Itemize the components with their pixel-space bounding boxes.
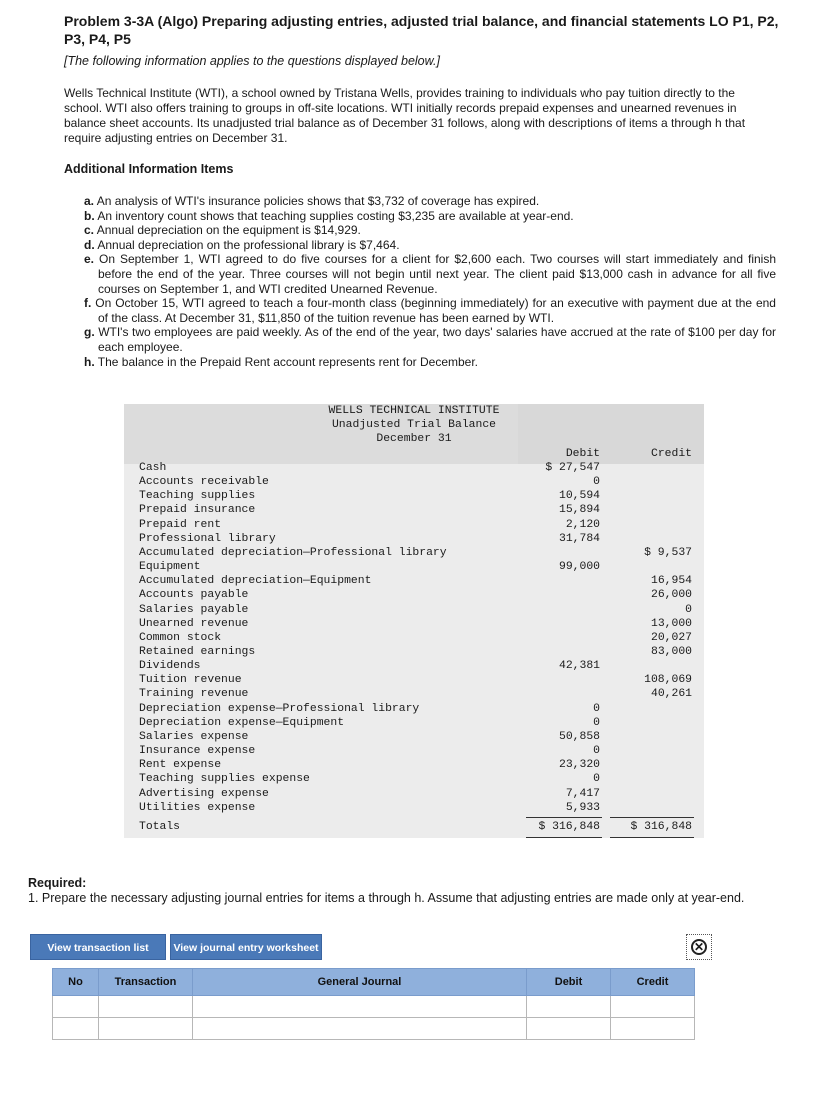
tb-account-name: Salaries expense bbox=[139, 730, 249, 743]
tb-total-debit: $ 316,848 bbox=[538, 821, 600, 833]
info-item-c: c. Annual depreciation on the equipment is $14,929. bbox=[84, 223, 361, 238]
tb-debit-value: 42,381 bbox=[558, 660, 600, 673]
journal-cell[interactable] bbox=[611, 1018, 695, 1040]
problem-title: Problem 3-3A (Algo) Preparing adjusting entries, adjusted trial balance, and financial statements LO P1, P2, P3, P4, P5 bbox=[64, 13, 779, 47]
tb-credit-value: 40,261 bbox=[650, 688, 692, 701]
tb-account-name: Accounts payable bbox=[139, 589, 249, 602]
tb-debit-value: 0 bbox=[593, 702, 600, 715]
col-transaction: Transaction bbox=[99, 969, 193, 996]
journal-cell[interactable] bbox=[193, 996, 527, 1018]
debit-total-rule bbox=[526, 837, 602, 838]
journal-cell[interactable] bbox=[99, 996, 193, 1018]
tb-debit-value: 23,320 bbox=[558, 759, 600, 772]
tb-account-name: Salaries payable bbox=[139, 603, 249, 616]
tb-credit-value: 0 bbox=[685, 603, 692, 616]
tb-debit-value: 0 bbox=[593, 745, 600, 757]
tb-account-name: Accumulated depreciation—Equipment bbox=[139, 575, 372, 588]
tb-debit-value: 15,894 bbox=[558, 504, 600, 517]
journal-row[interactable] bbox=[53, 996, 695, 1018]
journal-cell[interactable] bbox=[527, 996, 611, 1018]
info-item-f: f. On October 15, WTI agreed to teach a four-month class (beginning immediately) for an executive with payment due at the end of the class. At December 31, $11,850 of the tuition revenue has been earned by WTI. bbox=[84, 296, 776, 325]
journal-cell[interactable] bbox=[611, 996, 695, 1018]
tb-account-name: Common stock bbox=[139, 631, 222, 644]
tb-account-name: Accounts receivable bbox=[139, 476, 269, 489]
tb-account-name: Accumulated depreciation—Professional library bbox=[139, 546, 447, 559]
journal-cell[interactable] bbox=[53, 996, 99, 1018]
tb-account-name: Depreciation expense—Equipment bbox=[139, 716, 345, 729]
credit-subtotal-rule bbox=[610, 817, 694, 818]
tb-account-name: Retained earnings bbox=[139, 646, 256, 658]
tb-debit-value: 31,784 bbox=[558, 532, 600, 545]
tb-total-credit: $ 316,848 bbox=[630, 821, 692, 833]
tb-account-name: Teaching supplies expense bbox=[139, 773, 310, 786]
tb-account-name: Prepaid rent bbox=[139, 518, 222, 531]
info-item-g: g. WTI's two employees are paid weekly. As of the end of the year, two days' salaries have accrued at the rate of $100 per day for each employee. bbox=[84, 325, 776, 354]
tb-account-name: Professional library bbox=[139, 532, 276, 545]
tb-account-name: Unearned revenue bbox=[139, 617, 249, 630]
tb-account-name: Cash bbox=[139, 462, 167, 474]
credit-total-rule bbox=[610, 837, 694, 838]
tb-account-name: Utilities expense bbox=[139, 801, 256, 814]
tb-debit-value: 50,858 bbox=[558, 730, 600, 743]
tb-account-name: Tuition revenue bbox=[139, 674, 242, 687]
tb-debit-value: 99,000 bbox=[558, 561, 600, 573]
tb-credit-value: 83,000 bbox=[650, 646, 692, 658]
tb-account-name: Training revenue bbox=[139, 688, 249, 701]
info-item-e: e. On September 1, WTI agreed to do five courses for a client for $2,600 each. Two courses will start immediately and finish before the end of the year. Three courses will not begin until next year. The client paid $13,000 cash in advance for all five courses on September 1, and WTI credited Unearned Revenue. bbox=[84, 252, 776, 296]
info-item-b: b. An inventory count shows that teaching supplies costing $3,235 are available at year-end. bbox=[84, 208, 574, 223]
info-item-a: a. An analysis of WTI's insurance policies shows that $3,732 of coverage has expired. bbox=[84, 194, 540, 208]
tb-title: Unadjusted Trial Balance bbox=[331, 419, 497, 431]
journal-cell[interactable] bbox=[99, 1018, 193, 1040]
journal-row[interactable] bbox=[53, 1018, 695, 1040]
additional-info-heading: Additional Information Items bbox=[64, 162, 234, 176]
additional-info-list bbox=[84, 194, 776, 369]
tb-company: WELLS TECHNICAL INSTITUTE bbox=[328, 405, 500, 417]
col-debit: Debit bbox=[527, 969, 611, 996]
tb-account-name: Rent expense bbox=[139, 759, 222, 772]
info-item-h: h. The balance in the Prepaid Rent account represents rent for December. bbox=[84, 354, 479, 369]
tb-debit-value: 10,594 bbox=[558, 490, 600, 503]
tb-credit-value: $ 9,537 bbox=[644, 546, 692, 559]
journal-cell[interactable] bbox=[193, 1018, 527, 1040]
journal-cell[interactable] bbox=[527, 1018, 611, 1040]
tb-debit-value: 0 bbox=[593, 716, 600, 729]
info-note: [The following information applies to the questions displayed below.] bbox=[64, 54, 440, 68]
col-general-journal: General Journal bbox=[193, 969, 527, 996]
tb-account-name: Prepaid insurance bbox=[139, 504, 256, 517]
tb-debit-value: 7,417 bbox=[565, 787, 600, 800]
required-heading: Required: bbox=[28, 876, 87, 890]
tb-account-name: Depreciation expense—Professional library bbox=[139, 702, 420, 715]
tb-credit-value: 16,954 bbox=[650, 575, 692, 588]
view-journal-worksheet-button[interactable]: View journal entry worksheet bbox=[170, 934, 322, 960]
tb-debit-value: 0 bbox=[593, 476, 600, 489]
tb-credit-header: Credit bbox=[650, 448, 692, 460]
tb-account-name: Equipment bbox=[139, 561, 201, 573]
required-section bbox=[28, 876, 744, 906]
journal-table bbox=[52, 968, 695, 1040]
tb-account-name: Advertising expense bbox=[139, 787, 269, 800]
col-no: No bbox=[53, 969, 99, 996]
tb-account-name: Teaching supplies bbox=[139, 490, 256, 503]
tb-totals-label: Totals bbox=[139, 821, 181, 833]
tb-account-name: Insurance expense bbox=[139, 745, 256, 757]
tb-credit-value: 13,000 bbox=[650, 617, 692, 630]
tb-debit-header: Debit bbox=[565, 448, 600, 460]
tb-debit-value: 2,120 bbox=[565, 518, 600, 531]
tb-date: December 31 bbox=[376, 433, 452, 445]
journal-cell[interactable] bbox=[53, 1018, 99, 1040]
required-text: 1. Prepare the necessary adjusting journal entries for items a through h. Assume that adjusting entries are made only at year-end. bbox=[28, 891, 745, 905]
tb-credit-value: 20,027 bbox=[650, 631, 692, 644]
debit-subtotal-rule bbox=[526, 817, 602, 818]
info-item-d: d. Annual depreciation on the professional library is $7,464. bbox=[84, 237, 400, 252]
tb-account-name: Dividends bbox=[139, 660, 201, 673]
view-transaction-list-button[interactable]: View transaction list bbox=[30, 934, 166, 960]
tb-debit-value: 5,933 bbox=[565, 801, 600, 814]
tb-credit-value: 108,069 bbox=[644, 674, 692, 687]
col-credit: Credit bbox=[611, 969, 695, 996]
intro-paragraph: Wells Technical Institute (WTI), a school owned by Tristana Wells, provides training to individuals who pay tuition directly to the school. WTI also offers training to groups in off-site locations. WTI initially records prepaid expenses and unearned revenues in balance sheet accounts. Its unadjusted trial balance as of December 31 follows, along with descriptions of items a through h that require adjusting entries on December 31. bbox=[64, 86, 746, 145]
close-circle-icon: ✕ bbox=[691, 939, 707, 955]
close-button[interactable] bbox=[686, 934, 712, 960]
tb-debit-value: 0 bbox=[593, 773, 600, 786]
tb-credit-value: 26,000 bbox=[650, 589, 692, 602]
tb-debit-value: $ 27,547 bbox=[545, 462, 600, 474]
